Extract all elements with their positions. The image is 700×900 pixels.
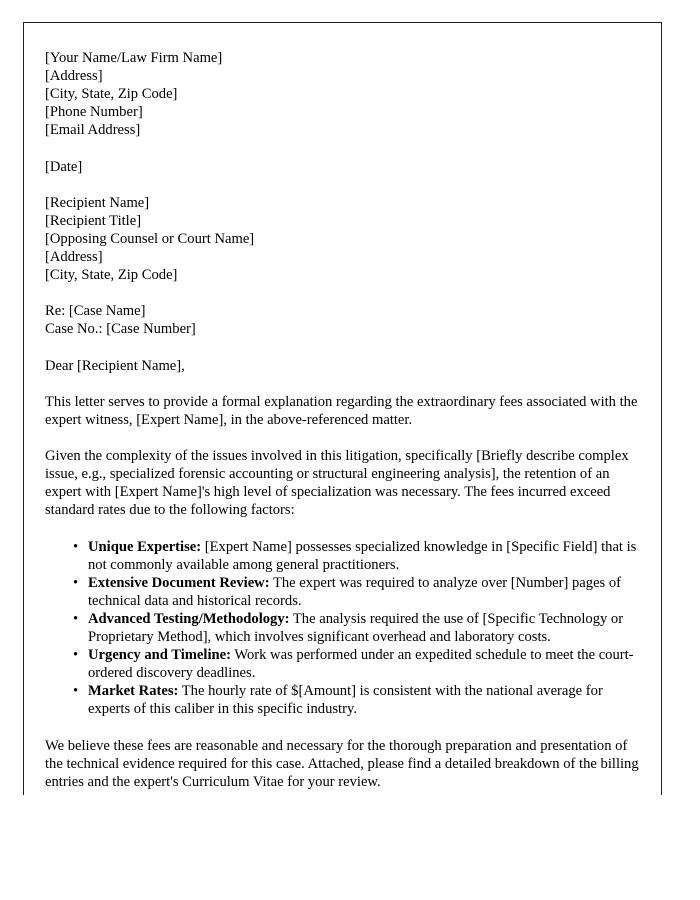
spacer (45, 139, 639, 157)
recipient-line: [Address] (45, 249, 103, 266)
factor-text: Work was performed under an expedited schedule to meet the court-ordered discovery deadlines. (88, 647, 634, 682)
case-number-line: Case No.: [Case Number] (45, 321, 196, 338)
factor-text: The hourly rate of $[Amount] is consistent with the national average for experts of this caliber in this specific industry. (88, 683, 603, 718)
case-name-line: Re: [Case Name] (45, 303, 146, 320)
recipient-line: [City, State, Zip Code] (45, 267, 178, 284)
spacer (45, 429, 639, 447)
case-reference-block (45, 302, 639, 338)
fee-factor-list (45, 538, 639, 719)
spacer (45, 375, 639, 393)
factor-text: The expert was required to analyze over [Number] pages of technical data and historical records. (88, 574, 622, 609)
list-item (88, 538, 639, 574)
recipient-line: [Recipient Title] (45, 212, 142, 229)
recipient-line: [Opposing Counsel or Court Name] (45, 230, 255, 247)
list-item (88, 682, 639, 718)
recipient-address-block (45, 194, 639, 284)
sender-line: [City, State, Zip Code] (45, 86, 178, 103)
factor-lead: Advanced Testing/Methodology: (88, 610, 290, 627)
date-block (45, 158, 639, 176)
factor-lead: Urgency and Timeline: (88, 647, 231, 664)
closing-paragraph: We believe these fees are reasonable and necessary for the thorough preparation and presentation of the technical evidence required for this case. Attached, please find a detailed breakdown of the billing entries and the expert's Curriculum Vitae for your review. (45, 737, 639, 790)
spacer (45, 718, 639, 736)
factor-lead: Market Rates: (88, 683, 179, 700)
salutation: Dear [Recipient Name], (45, 357, 185, 374)
sender-line: [Email Address] (45, 122, 141, 139)
date-line: [Date] (45, 158, 83, 175)
sender-line: [Phone Number] (45, 104, 143, 121)
spacer (45, 339, 639, 357)
sender-address-block (45, 49, 639, 139)
sender-line: [Address] (45, 68, 103, 85)
factor-lead: Extensive Document Review: (88, 574, 270, 591)
context-paragraph: Given the complexity of the issues involved in this litigation, specifically [Briefly describe complex issue, e.g., specialized forensic accounting or structural engineering analysis], the retention of an expert with [Expert Name]'s high level of specialization was necessary. The fees incurred exceed standard rates due to the following factors: (45, 448, 629, 519)
factor-lead: Unique Expertise: (88, 538, 202, 555)
spacer (45, 519, 639, 537)
letter-body (45, 49, 639, 794)
factor-text: [Expert Name] possesses specialized knowledge in [Specific Field] that is not commonly available among general practitioners. (88, 538, 637, 573)
list-item (88, 610, 639, 646)
spacer (45, 176, 639, 194)
intro-paragraph: This letter serves to provide a formal explanation regarding the extraordinary fees associated with the expert witness, [Expert Name], in the above-referenced matter. (45, 393, 638, 428)
factor-text: The analysis required the use of [Specific Technology or Proprietary Method], which involves significant overhead and laboratory costs. (88, 610, 624, 645)
list-item (88, 646, 639, 682)
list-item (88, 574, 639, 610)
sender-line: [Your Name/Law Firm Name] (45, 50, 223, 66)
recipient-line: [Recipient Name] (45, 194, 150, 211)
spacer (45, 284, 639, 302)
